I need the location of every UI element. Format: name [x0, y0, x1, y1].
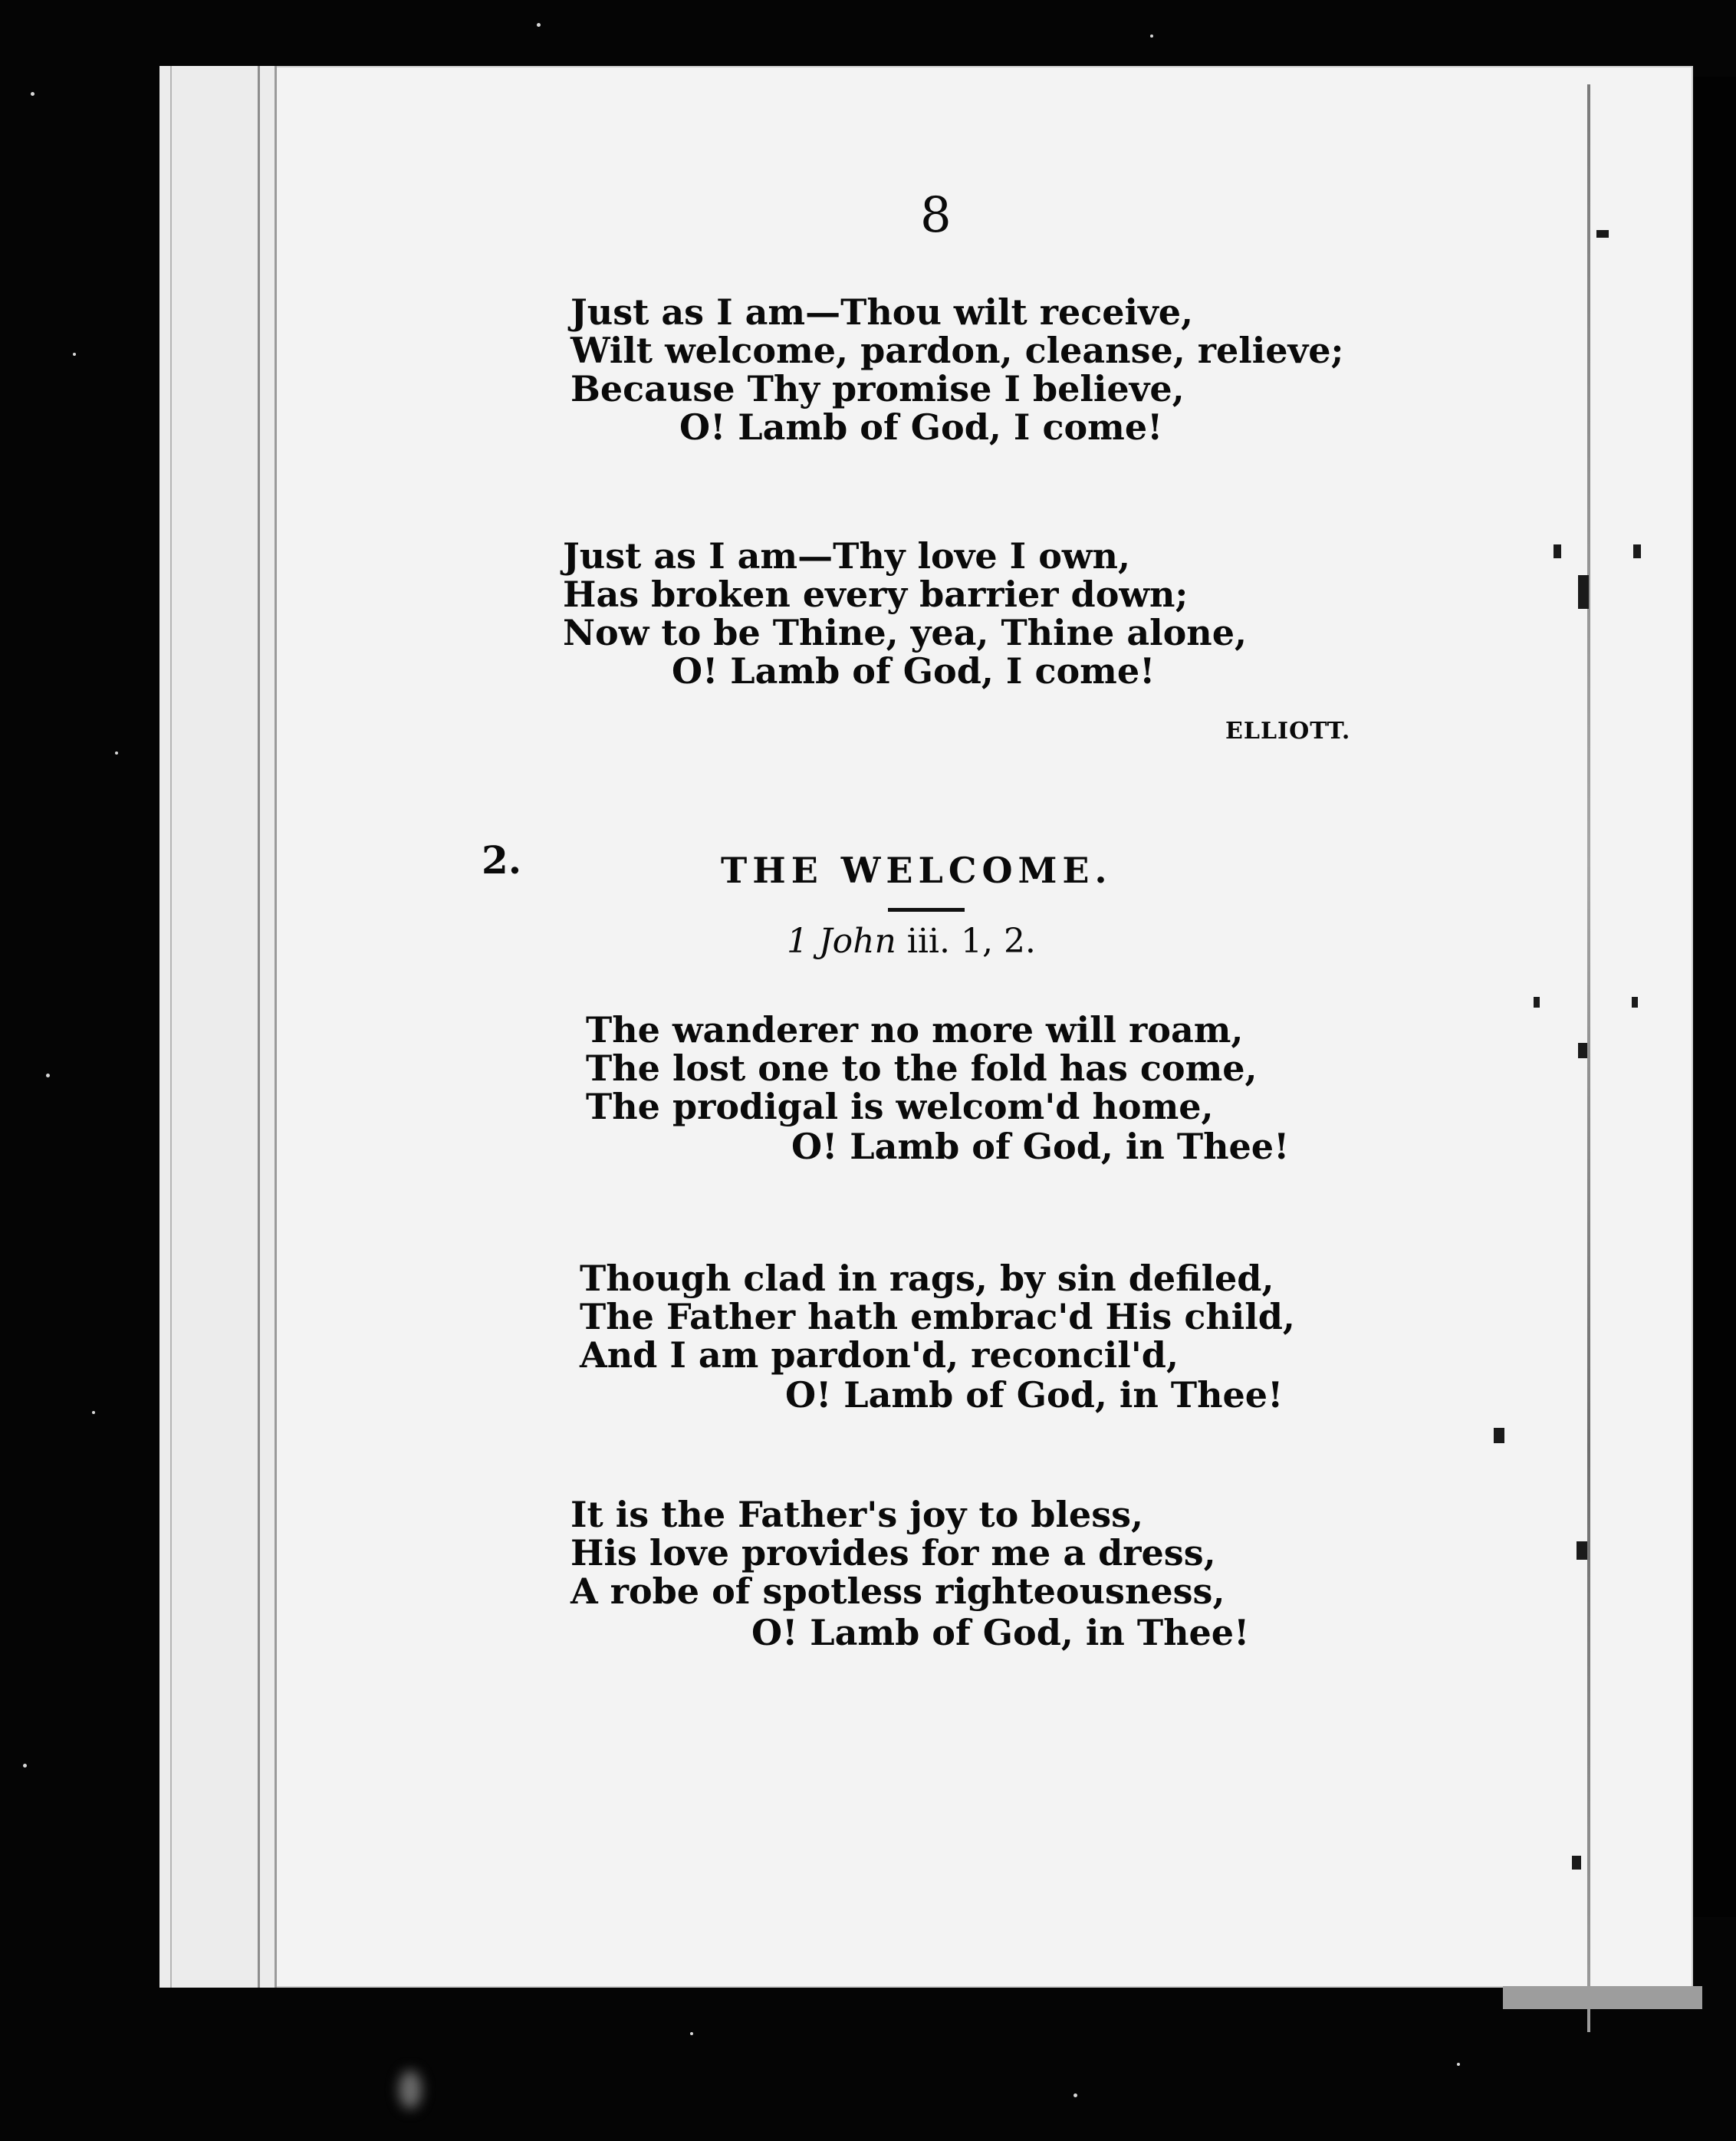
- page-shadow: [1503, 1986, 1702, 2009]
- ink-fleck: [1572, 1856, 1581, 1870]
- verse-line: Now to be Thine, yea, Thine alone,: [563, 612, 1248, 653]
- scan-speck: [537, 23, 541, 27]
- page-edge-line: [258, 66, 260, 1988]
- ink-fleck: [1494, 1428, 1504, 1443]
- page-number: 8: [920, 187, 952, 244]
- scan-speck: [1457, 2063, 1460, 2066]
- verse-line: His love provides for me a dress,: [570, 1532, 1216, 1574]
- verse-refrain: O! Lamb of God, in Thee!: [751, 1612, 1250, 1653]
- verse-line: The lost one to the fold has come,: [586, 1047, 1258, 1089]
- verse-line: And I am pardon'd, reconcil'd,: [580, 1334, 1179, 1376]
- scan-border-right: [1693, 77, 1736, 1917]
- scripture-book: 1 John: [787, 922, 896, 961]
- ink-fleck: [1596, 230, 1609, 238]
- ink-fleck: [1577, 1541, 1587, 1560]
- verse-line: Just as I am—Thou wilt receive,: [570, 291, 1193, 333]
- hymn-number: 2.: [482, 837, 522, 883]
- scan-speck: [92, 1411, 95, 1414]
- verse-line: The Father hath embrac'd His child,: [580, 1296, 1295, 1337]
- verse-line: A robe of spotless righteousness,: [570, 1570, 1225, 1612]
- ink-fleck: [1534, 997, 1540, 1008]
- scan-speck: [690, 2032, 693, 2035]
- verse-refrain: O! Lamb of God, I come!: [679, 406, 1163, 448]
- verse-refrain: O! Lamb of God, in Thee!: [791, 1126, 1290, 1167]
- scripture-reference: [787, 922, 1036, 961]
- scan-speck: [46, 1074, 50, 1077]
- scan-speck: [23, 1764, 27, 1768]
- verse-line: Though clad in rags, by sin defiled,: [580, 1258, 1274, 1299]
- ink-fleck: [1633, 544, 1641, 558]
- verse-line: Just as I am—Thy love I own,: [563, 535, 1130, 577]
- scan-speck: [1150, 35, 1153, 38]
- page-fold-line: [1587, 84, 1590, 2032]
- scan-speck: [115, 751, 118, 755]
- verse-line: Wilt welcome, pardon, cleanse, relieve;: [570, 330, 1344, 371]
- scan-speck: [1073, 2093, 1077, 2097]
- verse-line: Has broken every barrier down;: [563, 574, 1189, 615]
- title-rule: [888, 908, 965, 912]
- verse-line: The prodigal is welcom'd home,: [586, 1086, 1214, 1127]
- hymn-title: THE WELCOME.: [721, 850, 1113, 891]
- scan-speck: [73, 353, 76, 356]
- ink-fleck: [1578, 1043, 1587, 1058]
- verse-refrain: O! Lamb of God, in Thee!: [785, 1374, 1284, 1416]
- ink-fleck: [1554, 544, 1561, 558]
- ink-fleck: [1578, 575, 1589, 609]
- ink-fleck: [1632, 997, 1638, 1008]
- scan-speck: [399, 2070, 422, 2109]
- hymn-attribution: ELLIOTT.: [1225, 718, 1351, 745]
- verse-line: Because Thy promise I believe,: [570, 368, 1185, 409]
- page-edge-line: [170, 66, 172, 1988]
- verse-line: The wanderer no more will roam,: [586, 1009, 1244, 1051]
- verse-line: It is the Father's joy to bless,: [570, 1494, 1144, 1535]
- scan-speck: [31, 92, 35, 96]
- verse-refrain: O! Lamb of God, I come!: [672, 650, 1156, 692]
- scripture-chapter-verse: iii. 1, 2.: [896, 922, 1036, 961]
